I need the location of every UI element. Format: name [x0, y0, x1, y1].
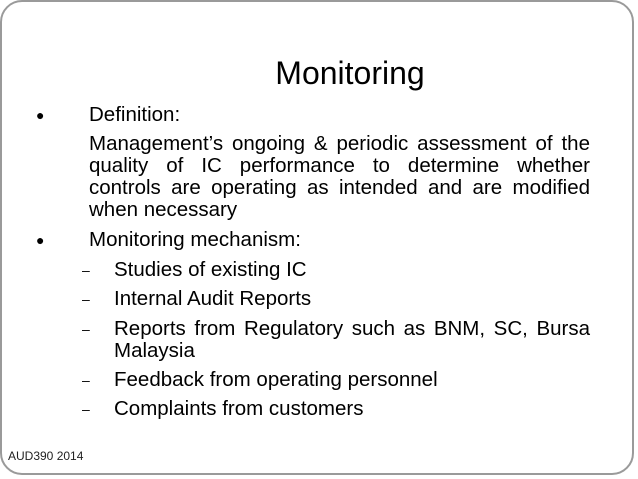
- mechanism-item-studies: Studies of existing IC: [114, 258, 307, 281]
- dash-marker: –: [82, 401, 90, 417]
- definition-line-1: Management’s ongoing & periodic assessment of the: [89, 132, 590, 155]
- bullet-marker-definition: ●: [36, 107, 45, 123]
- mechanism-item-feedback: Feedback from operating personnel: [114, 368, 438, 391]
- bullet-label-definition: Definition:: [89, 103, 181, 126]
- mechanism-item-audit-reports: Internal Audit Reports: [114, 287, 312, 310]
- dash-marker: –: [82, 291, 90, 307]
- dash-marker: –: [82, 372, 90, 388]
- definition-line-2: quality of IC performance to determine whether: [89, 154, 590, 177]
- dash-marker: –: [82, 262, 90, 278]
- mechanism-item-regulatory-line-1: Reports from Regulatory such as BNM, SC, Bursa: [114, 317, 590, 340]
- slide-footer: AUD390 2014: [8, 449, 84, 463]
- mechanism-item-regulatory-line-2: Malaysia: [114, 339, 195, 362]
- bullet-marker-mechanism: ●: [36, 232, 45, 248]
- definition-line-3: controls are operating as intended and are modified: [89, 176, 590, 199]
- slide-title: Monitoring: [275, 55, 425, 91]
- definition-line-4: when necessary: [89, 198, 238, 221]
- dash-marker: –: [82, 321, 90, 337]
- bullet-label-mechanism: Monitoring mechanism:: [89, 228, 301, 251]
- mechanism-item-complaints: Complaints from customers: [114, 397, 364, 420]
